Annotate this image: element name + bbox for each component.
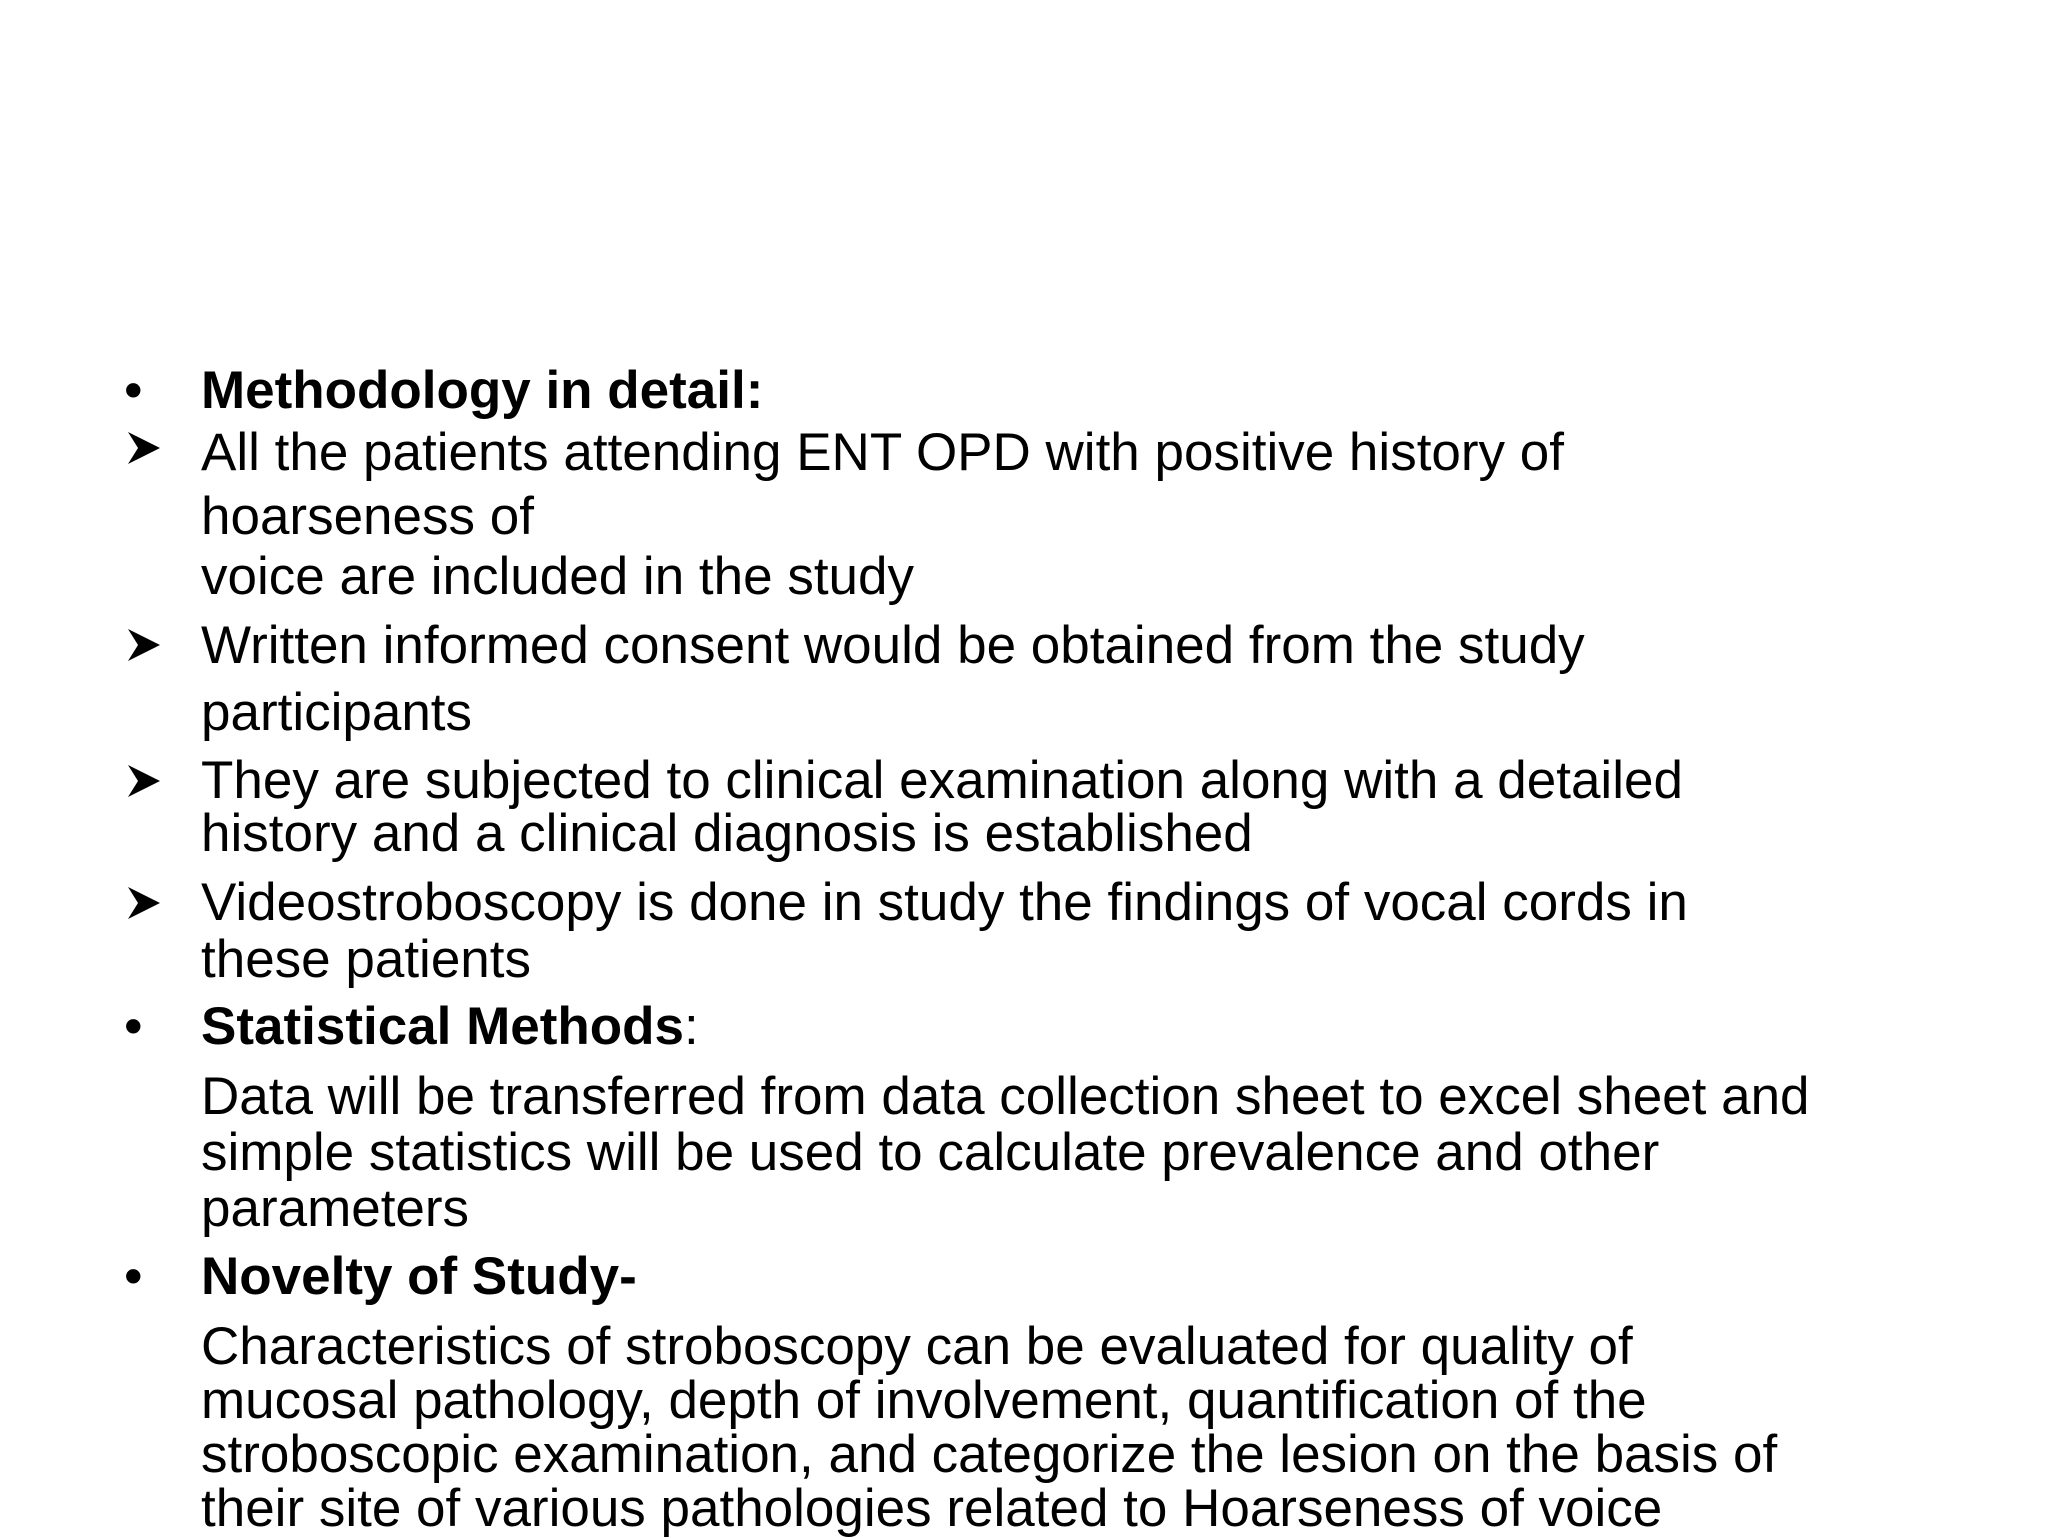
statistical-line-3: parameters <box>201 1179 470 1238</box>
bullet-marker: • <box>124 997 143 1056</box>
novelty-heading: Novelty of Study- <box>201 1247 637 1306</box>
methodology-item-1-line-1: All the patients attending ENT OPD with positive history of <box>201 423 1564 482</box>
bullet-marker: • <box>124 361 143 420</box>
methodology-item-2-line-2: participants <box>201 683 473 742</box>
methodology-item-3-line-1: They are subjected to clinical examination along with a detailed <box>201 751 1683 810</box>
novelty-line-2: mucosal pathology, depth of involvement, quantification of the <box>201 1371 1647 1430</box>
methodology-heading: Methodology in detail: <box>201 361 764 420</box>
statistical-heading-colon: : <box>683 997 699 1056</box>
methodology-item-4-line-2: these patients <box>201 930 532 989</box>
arrow-bullet-icon <box>124 625 164 665</box>
statistical-heading-label: Statistical Methods <box>201 997 684 1056</box>
methodology-item-1-line-3: voice are included in the study <box>201 547 914 606</box>
statistical-heading <box>201 998 699 1056</box>
arrow-bullet-icon <box>124 883 164 923</box>
novelty-line-3: stroboscopic examination, and categorize the lesion on the basis of <box>201 1425 1778 1484</box>
bullet-marker: • <box>124 1247 143 1306</box>
statistical-line-2: simple statistics will be used to calculate prevalence and other <box>201 1123 1660 1182</box>
methodology-item-1-line-2: hoarseness of <box>201 487 534 546</box>
novelty-line-4: their site of various pathologies related to Hoarseness of voice <box>201 1479 1663 1538</box>
methodology-item-2-line-1: Written informed consent would be obtained from the study <box>201 616 1585 675</box>
methodology-item-4-line-1: Videostroboscopy is done in study the findings of vocal cords in <box>201 873 1688 932</box>
arrow-bullet-icon <box>124 428 164 468</box>
methodology-item-3-line-2: history and a clinical diagnosis is established <box>201 804 1253 863</box>
arrow-bullet-icon <box>124 761 164 801</box>
novelty-line-1: Characteristics of stroboscopy can be evaluated for quality of <box>201 1317 1633 1376</box>
statistical-line-1: Data will be transferred from data collection sheet to excel sheet and <box>201 1067 1810 1126</box>
